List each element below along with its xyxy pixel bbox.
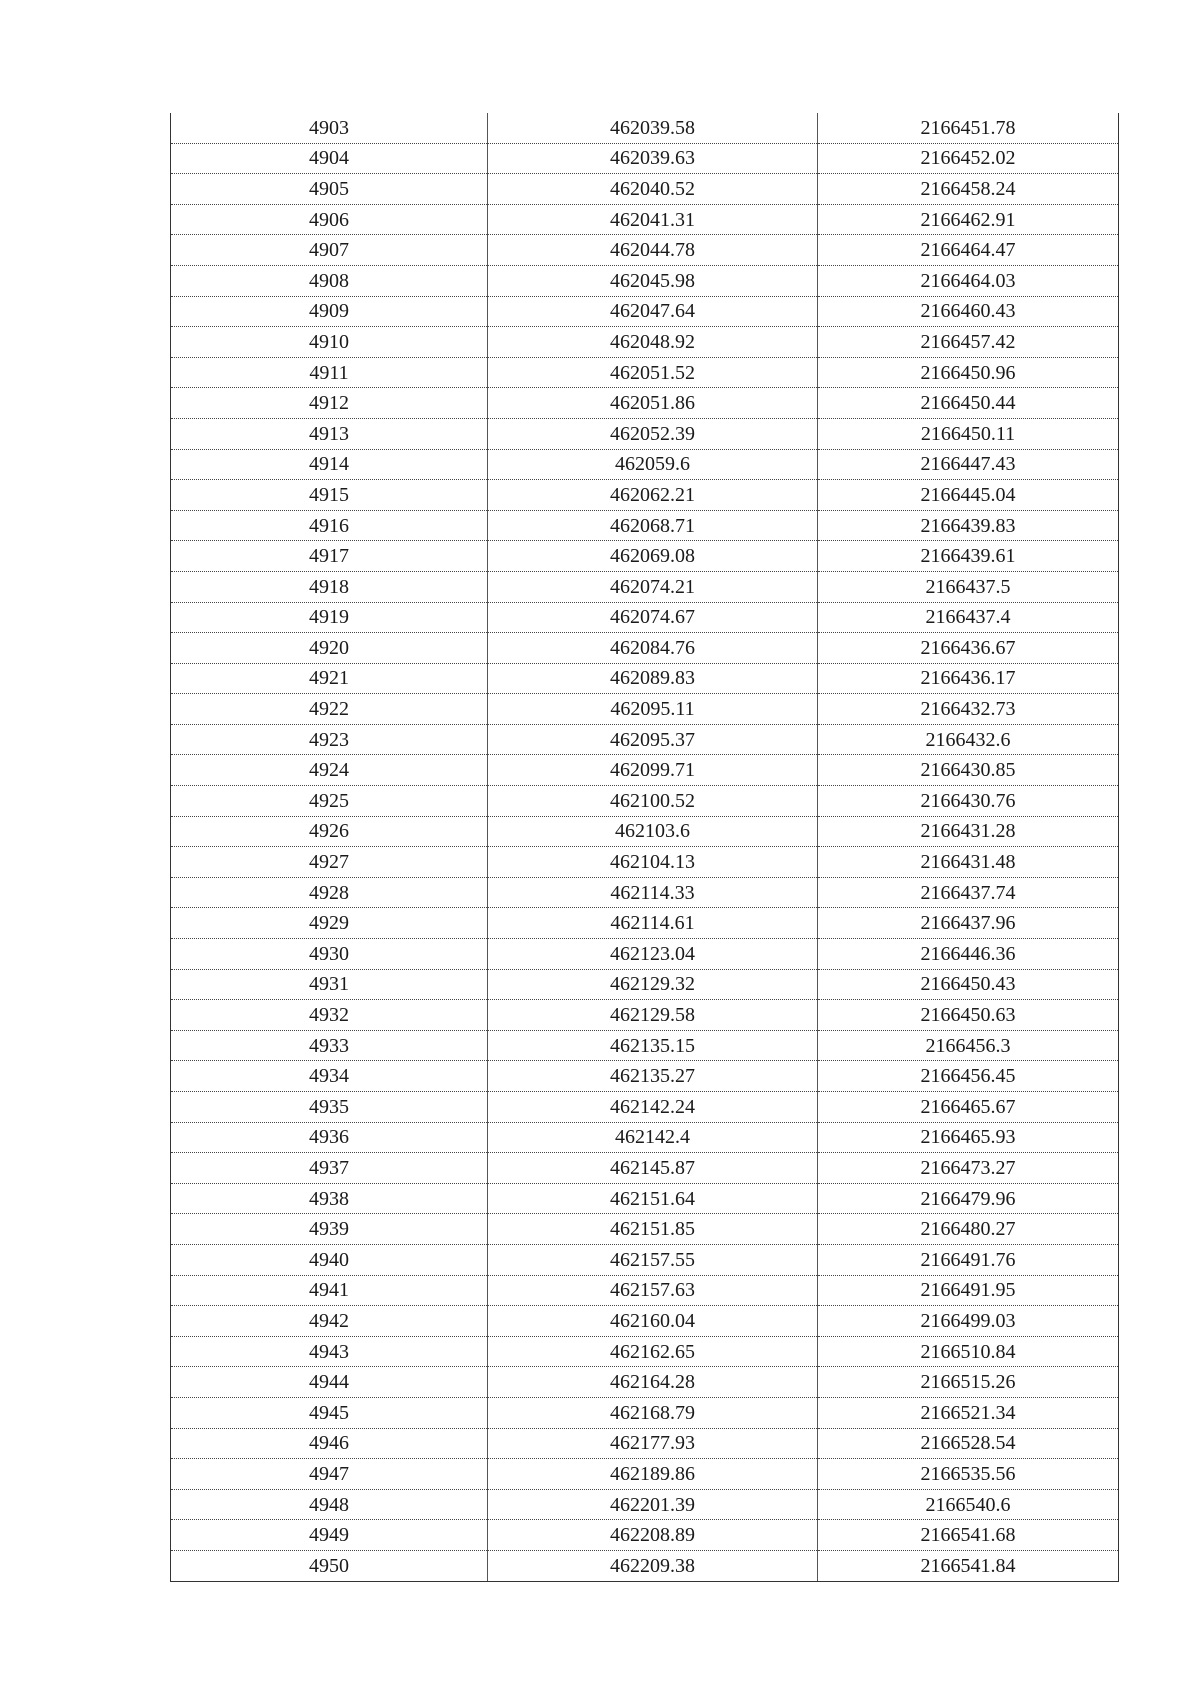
y-coordinate-cell: 2166431.28 xyxy=(818,816,1119,847)
point-id-cell: 4923 xyxy=(171,724,488,755)
point-id-cell: 4922 xyxy=(171,694,488,725)
y-coordinate-cell: 2166430.85 xyxy=(818,755,1119,786)
y-coordinate-cell: 2166451.78 xyxy=(818,113,1119,143)
x-coordinate-cell: 462059.6 xyxy=(488,449,818,480)
x-coordinate-cell: 462045.98 xyxy=(488,265,818,296)
table-row xyxy=(171,174,1119,205)
x-coordinate-cell: 462157.55 xyxy=(488,1244,818,1275)
table-row xyxy=(171,296,1119,327)
y-coordinate-cell: 2166473.27 xyxy=(818,1153,1119,1184)
table-row xyxy=(171,449,1119,480)
table-row xyxy=(171,1153,1119,1184)
table-row xyxy=(171,877,1119,908)
table-row xyxy=(171,1520,1119,1551)
x-coordinate-cell: 462039.58 xyxy=(488,113,818,143)
point-id-cell: 4940 xyxy=(171,1244,488,1275)
y-coordinate-cell: 2166535.56 xyxy=(818,1459,1119,1490)
point-id-cell: 4916 xyxy=(171,510,488,541)
y-coordinate-cell: 2166450.43 xyxy=(818,969,1119,1000)
point-id-cell: 4944 xyxy=(171,1367,488,1398)
x-coordinate-cell: 462208.89 xyxy=(488,1520,818,1551)
point-id-cell: 4947 xyxy=(171,1459,488,1490)
y-coordinate-cell: 2166460.43 xyxy=(818,296,1119,327)
point-id-cell: 4931 xyxy=(171,969,488,1000)
x-coordinate-cell: 462048.92 xyxy=(488,327,818,358)
y-coordinate-cell: 2166458.24 xyxy=(818,174,1119,205)
point-id-cell: 4915 xyxy=(171,480,488,511)
x-coordinate-cell: 462114.33 xyxy=(488,877,818,908)
table-row xyxy=(171,204,1119,235)
x-coordinate-cell: 462103.6 xyxy=(488,816,818,847)
x-coordinate-cell: 462162.65 xyxy=(488,1336,818,1367)
y-coordinate-cell: 2166541.84 xyxy=(818,1550,1119,1581)
x-coordinate-cell: 462041.31 xyxy=(488,204,818,235)
y-coordinate-cell: 2166456.3 xyxy=(818,1030,1119,1061)
y-coordinate-cell: 2166437.4 xyxy=(818,602,1119,633)
point-id-cell: 4932 xyxy=(171,1000,488,1031)
point-id-cell: 4913 xyxy=(171,418,488,449)
y-coordinate-cell: 2166439.61 xyxy=(818,541,1119,572)
point-id-cell: 4914 xyxy=(171,449,488,480)
table-row xyxy=(171,939,1119,970)
table-row xyxy=(171,1061,1119,1092)
y-coordinate-cell: 2166437.74 xyxy=(818,877,1119,908)
table-row xyxy=(171,786,1119,817)
table-row xyxy=(171,633,1119,664)
x-coordinate-cell: 462040.52 xyxy=(488,174,818,205)
y-coordinate-cell: 2166445.04 xyxy=(818,480,1119,511)
table-row xyxy=(171,1000,1119,1031)
point-id-cell: 4930 xyxy=(171,939,488,970)
point-id-cell: 4936 xyxy=(171,1122,488,1153)
x-coordinate-cell: 462044.78 xyxy=(488,235,818,266)
table-row xyxy=(171,265,1119,296)
table-row xyxy=(171,1092,1119,1123)
table-row xyxy=(171,1367,1119,1398)
x-coordinate-cell: 462074.67 xyxy=(488,602,818,633)
table-row xyxy=(171,1030,1119,1061)
table-row xyxy=(171,663,1119,694)
x-coordinate-cell: 462142.24 xyxy=(488,1092,818,1123)
point-id-cell: 4926 xyxy=(171,816,488,847)
x-coordinate-cell: 462164.28 xyxy=(488,1367,818,1398)
y-coordinate-cell: 2166541.68 xyxy=(818,1520,1119,1551)
y-coordinate-cell: 2166521.34 xyxy=(818,1397,1119,1428)
y-coordinate-cell: 2166431.48 xyxy=(818,847,1119,878)
point-id-cell: 4917 xyxy=(171,541,488,572)
point-id-cell: 4935 xyxy=(171,1092,488,1123)
y-coordinate-cell: 2166456.45 xyxy=(818,1061,1119,1092)
point-id-cell: 4942 xyxy=(171,1306,488,1337)
x-coordinate-cell: 462135.27 xyxy=(488,1061,818,1092)
x-coordinate-cell: 462157.63 xyxy=(488,1275,818,1306)
table-row xyxy=(171,816,1119,847)
y-coordinate-cell: 2166450.11 xyxy=(818,418,1119,449)
table-row xyxy=(171,1306,1119,1337)
point-id-cell: 4908 xyxy=(171,265,488,296)
y-coordinate-cell: 2166515.26 xyxy=(818,1367,1119,1398)
point-id-cell: 4911 xyxy=(171,357,488,388)
point-id-cell: 4920 xyxy=(171,633,488,664)
x-coordinate-cell: 462135.15 xyxy=(488,1030,818,1061)
x-coordinate-cell: 462074.21 xyxy=(488,571,818,602)
y-coordinate-cell: 2166465.93 xyxy=(818,1122,1119,1153)
point-id-cell: 4946 xyxy=(171,1428,488,1459)
x-coordinate-cell: 462100.52 xyxy=(488,786,818,817)
point-id-cell: 4909 xyxy=(171,296,488,327)
x-coordinate-cell: 462089.83 xyxy=(488,663,818,694)
y-coordinate-cell: 2166437.5 xyxy=(818,571,1119,602)
table-row xyxy=(171,694,1119,725)
x-coordinate-cell: 462151.85 xyxy=(488,1214,818,1245)
y-coordinate-cell: 2166432.73 xyxy=(818,694,1119,725)
table-row xyxy=(171,113,1119,143)
x-coordinate-cell: 462068.71 xyxy=(488,510,818,541)
x-coordinate-cell: 462160.04 xyxy=(488,1306,818,1337)
x-coordinate-cell: 462129.32 xyxy=(488,969,818,1000)
x-coordinate-cell: 462129.58 xyxy=(488,1000,818,1031)
y-coordinate-cell: 2166528.54 xyxy=(818,1428,1119,1459)
table-row xyxy=(171,1214,1119,1245)
y-coordinate-cell: 2166462.91 xyxy=(818,204,1119,235)
table-row xyxy=(171,143,1119,174)
point-id-cell: 4924 xyxy=(171,755,488,786)
point-id-cell: 4904 xyxy=(171,143,488,174)
x-coordinate-cell: 462039.63 xyxy=(488,143,818,174)
x-coordinate-cell: 462145.87 xyxy=(488,1153,818,1184)
table-row xyxy=(171,1275,1119,1306)
x-coordinate-cell: 462069.08 xyxy=(488,541,818,572)
x-coordinate-cell: 462114.61 xyxy=(488,908,818,939)
y-coordinate-cell: 2166465.67 xyxy=(818,1092,1119,1123)
point-id-cell: 4919 xyxy=(171,602,488,633)
x-coordinate-cell: 462151.64 xyxy=(488,1183,818,1214)
x-coordinate-cell: 462051.52 xyxy=(488,357,818,388)
point-id-cell: 4938 xyxy=(171,1183,488,1214)
x-coordinate-cell: 462047.64 xyxy=(488,296,818,327)
y-coordinate-cell: 2166450.44 xyxy=(818,388,1119,419)
table-row xyxy=(171,1428,1119,1459)
point-id-cell: 4905 xyxy=(171,174,488,205)
point-id-cell: 4949 xyxy=(171,1520,488,1551)
table-row xyxy=(171,480,1119,511)
table-row xyxy=(171,510,1119,541)
point-id-cell: 4925 xyxy=(171,786,488,817)
x-coordinate-cell: 462062.21 xyxy=(488,480,818,511)
y-coordinate-cell: 2166464.47 xyxy=(818,235,1119,266)
table-row xyxy=(171,388,1119,419)
x-coordinate-cell: 462209.38 xyxy=(488,1550,818,1581)
y-coordinate-cell: 2166430.76 xyxy=(818,786,1119,817)
table-row xyxy=(171,418,1119,449)
table-row xyxy=(171,357,1119,388)
y-coordinate-cell: 2166464.03 xyxy=(818,265,1119,296)
point-id-cell: 4918 xyxy=(171,571,488,602)
y-coordinate-cell: 2166499.03 xyxy=(818,1306,1119,1337)
point-id-cell: 4950 xyxy=(171,1550,488,1581)
table-row xyxy=(171,1550,1119,1581)
point-id-cell: 4903 xyxy=(171,113,488,143)
point-id-cell: 4906 xyxy=(171,204,488,235)
y-coordinate-cell: 2166446.36 xyxy=(818,939,1119,970)
table-row xyxy=(171,1489,1119,1520)
y-coordinate-cell: 2166480.27 xyxy=(818,1214,1119,1245)
point-id-cell: 4943 xyxy=(171,1336,488,1367)
table-row xyxy=(171,1122,1119,1153)
point-id-cell: 4921 xyxy=(171,663,488,694)
y-coordinate-cell: 2166452.02 xyxy=(818,143,1119,174)
table-row xyxy=(171,908,1119,939)
point-id-cell: 4910 xyxy=(171,327,488,358)
table-row xyxy=(171,1336,1119,1367)
x-coordinate-cell: 462095.11 xyxy=(488,694,818,725)
point-id-cell: 4945 xyxy=(171,1397,488,1428)
y-coordinate-cell: 2166436.17 xyxy=(818,663,1119,694)
table-row xyxy=(171,755,1119,786)
y-coordinate-cell: 2166491.76 xyxy=(818,1244,1119,1275)
table-row xyxy=(171,847,1119,878)
table-row xyxy=(171,969,1119,1000)
point-id-cell: 4941 xyxy=(171,1275,488,1306)
y-coordinate-cell: 2166457.42 xyxy=(818,327,1119,358)
point-id-cell: 4937 xyxy=(171,1153,488,1184)
y-coordinate-cell: 2166439.83 xyxy=(818,510,1119,541)
table-row xyxy=(171,1183,1119,1214)
table-row xyxy=(171,541,1119,572)
table-row xyxy=(171,1459,1119,1490)
coordinate-table-body xyxy=(171,113,1119,1581)
table-row xyxy=(171,602,1119,633)
x-coordinate-cell: 462084.76 xyxy=(488,633,818,664)
point-id-cell: 4933 xyxy=(171,1030,488,1061)
y-coordinate-cell: 2166432.6 xyxy=(818,724,1119,755)
point-id-cell: 4907 xyxy=(171,235,488,266)
y-coordinate-cell: 2166491.95 xyxy=(818,1275,1119,1306)
x-coordinate-cell: 462099.71 xyxy=(488,755,818,786)
point-id-cell: 4929 xyxy=(171,908,488,939)
x-coordinate-cell: 462177.93 xyxy=(488,1428,818,1459)
x-coordinate-cell: 462123.04 xyxy=(488,939,818,970)
table-row xyxy=(171,1397,1119,1428)
point-id-cell: 4948 xyxy=(171,1489,488,1520)
point-id-cell: 4912 xyxy=(171,388,488,419)
table-row xyxy=(171,571,1119,602)
y-coordinate-cell: 2166479.96 xyxy=(818,1183,1119,1214)
y-coordinate-cell: 2166450.96 xyxy=(818,357,1119,388)
x-coordinate-cell: 462104.13 xyxy=(488,847,818,878)
table-row xyxy=(171,724,1119,755)
x-coordinate-cell: 462189.86 xyxy=(488,1459,818,1490)
point-id-cell: 4934 xyxy=(171,1061,488,1092)
point-id-cell: 4928 xyxy=(171,877,488,908)
table-row xyxy=(171,327,1119,358)
x-coordinate-cell: 462095.37 xyxy=(488,724,818,755)
table-row xyxy=(171,235,1119,266)
y-coordinate-cell: 2166436.67 xyxy=(818,633,1119,664)
point-id-cell: 4927 xyxy=(171,847,488,878)
y-coordinate-cell: 2166540.6 xyxy=(818,1489,1119,1520)
y-coordinate-cell: 2166450.63 xyxy=(818,1000,1119,1031)
coordinate-table xyxy=(170,113,1119,1582)
y-coordinate-cell: 2166437.96 xyxy=(818,908,1119,939)
x-coordinate-cell: 462168.79 xyxy=(488,1397,818,1428)
x-coordinate-cell: 462201.39 xyxy=(488,1489,818,1520)
y-coordinate-cell: 2166510.84 xyxy=(818,1336,1119,1367)
table-row xyxy=(171,1244,1119,1275)
x-coordinate-cell: 462051.86 xyxy=(488,388,818,419)
point-id-cell: 4939 xyxy=(171,1214,488,1245)
y-coordinate-cell: 2166447.43 xyxy=(818,449,1119,480)
x-coordinate-cell: 462052.39 xyxy=(488,418,818,449)
x-coordinate-cell: 462142.4 xyxy=(488,1122,818,1153)
